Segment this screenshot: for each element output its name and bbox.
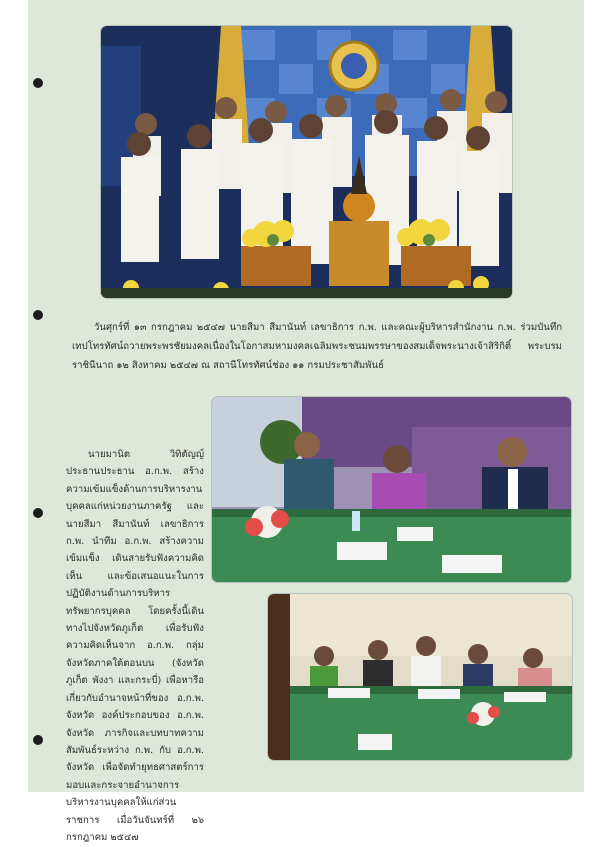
seminar-head-table-photo <box>212 397 571 582</box>
binder-hole <box>33 78 43 88</box>
meeting-room-photo <box>268 594 572 760</box>
seminar-description: นายมานิต วิทิตัญญ์ ประธานประธาน อ.ก.พ. สร้างความเข้มแข็งด้านการบริหารงานบุคคลแก่หน่วยงานภาครัฐ และนายสีมา สีมานันท์ เลขาธิการ ก.พ. นำทีม อ.ก.พ. สร้างความเข้มแข็ง เดินสายรับฟังความคิดเห็น และข้อเสนอแนะในการปฏิบัติงานด้านการบริหารทรัพยากรบุคคล โดยครั้งนี้เดินทางไปจังหวัดภูเก็ต เพื่อรับฟังความคิดเห็นจาก อ.ก.พ. กลุ่มจังหวัดภาคใต้ตอนบน (จังหวัดภูเก็ต พังงา และกระบี่) เพื่อหารือเกี่ยวกับอำนาจหน้าที่ของ อ.ก.พ. จังหวัด องค์ประกอบของ อ.ก.พ. จังหวัด ภารกิจและบทบาทความสัมพันธ์ระหว่าง ก.พ. กับ อ.ก.พ. จังหวัด เพื่อจัดทำยุทธศาสตร์การมอบและกระจายอำนาจการบริหารงานบุคคลให้แก่ส่วนราชการ เมื่อวันจันทร์ที่ ๒๖ กรกฎาคม ๒๕๔๗ <box>66 449 204 843</box>
binder-hole <box>33 310 43 320</box>
binder-hole <box>33 508 43 518</box>
ceremony-group-photo <box>101 26 512 298</box>
top-photo-caption: วันศุกร์ที่ ๑๓ กรกฎาคม ๒๕๔๗ นายสีมา สีมานันท์ เลขาธิการ ก.พ. และคณะผู้บริหารสำนักงาน ก.พ. ร่วมบันทึกเทปโทรทัศน์ถวายพระพรชัยมงคลเนื่องในโอกาสมหามงคลเฉลิมพระชนมพรรษาของสมเด็จพระนางเจ้าสิริกิติ์ พระบรมราชินีนาถ ๑๒ สิงหาคม ๒๕๔๗ ณ สถานีโทรทัศน์ช่อง ๑๑ กรมประชาสัมพันธ์ <box>72 322 562 371</box>
binder-hole <box>33 735 43 745</box>
